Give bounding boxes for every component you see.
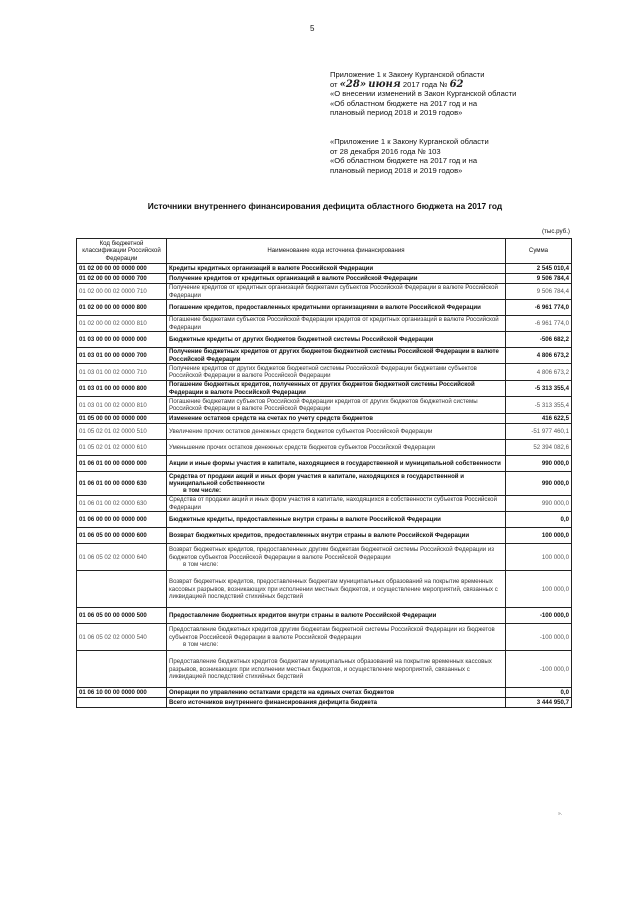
cell-name-subnote: в том числе: (183, 560, 219, 568)
cell-code: 01 06 05 02 02 0000 540 (77, 624, 167, 651)
cell-amount: -100 000,0 (506, 651, 572, 688)
cell-name (167, 332, 506, 348)
cell-name-text: Предоставление бюджетных кредитов внутри страны в валюте Российской Федерации (169, 612, 437, 620)
cell-name (167, 472, 506, 496)
cell-name (167, 698, 506, 708)
table-row (77, 528, 572, 544)
cell-code: 01 02 00 00 00 0000 700 (77, 274, 167, 284)
cell-code (77, 651, 167, 688)
cell-name-text: Уменьшение прочих остатков денежных средств бюджетов субъектов Российской Федерации (169, 444, 436, 452)
table-row (77, 381, 572, 397)
cell-name (167, 348, 506, 364)
cell-code (77, 698, 167, 708)
cell-code: 01 03 01 00 00 0000 800 (77, 381, 167, 397)
cell-name-text: Погашение кредитов, предоставленных кредитными организациями в валюте Российской Федерации (169, 304, 481, 312)
table-row (77, 300, 572, 316)
cell-amount: 100 000,0 (506, 544, 572, 571)
handwritten-number: 62 (449, 78, 464, 90)
cell-code: 01 06 01 00 02 0000 630 (77, 496, 167, 512)
cell-amount: 3 444 950,7 (506, 698, 572, 708)
appendix-old-line2: от 28 декабря 2016 года № 103 (330, 146, 441, 156)
table-row (77, 348, 572, 364)
cell-name-text: Получение кредитов от других бюджетов бюджетной системы Российской Федерации бюджетами субъектов Российской Федерации в валюте Российской Федерации (169, 364, 477, 380)
cell-code: 01 06 00 00 00 0000 000 (77, 512, 167, 528)
table-row (77, 364, 572, 381)
cell-name-text: Предоставление бюджетных кредитов другим бюджетам бюджетной системы Российской Федерации из бюджетов субъектов Российской Федерации в валюте Российской Федерации (169, 626, 495, 641)
handwritten-month: июня (368, 78, 401, 90)
cell-name-text: Всего источников внутреннего финансирования дефицита бюджета (169, 699, 378, 707)
cell-code: 01 06 01 00 00 0000 630 (77, 472, 167, 496)
cell-name (167, 608, 506, 624)
cell-name (167, 512, 506, 528)
cell-code: 01 02 00 00 02 0000 810 (77, 316, 167, 332)
units-label: (тыс.руб.) (541, 228, 570, 235)
table-body (77, 264, 572, 708)
cell-name-text: Акции и иные формы участия в капитале, находящиеся в государственной и муниципальной собственности (169, 460, 501, 468)
cell-code: 01 05 02 01 02 0000 510 (77, 424, 167, 440)
cell-name-text: Погашение бюджетами субъектов Российской Федерации кредитов от других бюджетов бюджетной системы Российской Федерации в валюте Российской Федерации (169, 397, 478, 413)
table-row (77, 688, 572, 698)
cell-name (167, 300, 506, 316)
appendix-new-line1: Приложение 1 к Закону Курганской области (330, 70, 485, 79)
cell-code: 01 02 00 00 00 0000 800 (77, 300, 167, 316)
header-name: Наименование кода источника финансирования (167, 239, 506, 264)
table-row (77, 651, 572, 688)
closing-quote-mark: ». (558, 811, 563, 817)
handwritten-day: «28» (339, 78, 367, 90)
cell-amount: 416 622,5 (506, 414, 572, 424)
table-row (77, 316, 572, 332)
table-row (77, 284, 572, 300)
cell-name-text: Бюджетные кредиты от других бюджетов бюджетной системы Российской Федерации (169, 336, 434, 344)
cell-code: 01 05 00 00 00 0000 000 (77, 414, 167, 424)
cell-amount: -100 000,0 (506, 608, 572, 624)
cell-name-text: Бюджетные кредиты, предоставленные внутри страны в валюте Российской Федерации (169, 516, 441, 524)
cell-name-text: Возврат бюджетных кредитов, предоставленных бюджетам муниципальных образований на покрытие временных кассовых разрывов, возникающих при исполнении местных бюджетов, и осуществление мероприятий, связанных с ликвидацией последствий стихийных бедствий (169, 578, 498, 600)
cell-amount: 9 506 784,4 (506, 284, 572, 300)
cell-code (77, 571, 167, 608)
cell-name (167, 528, 506, 544)
appendix-new-header (330, 70, 570, 118)
cell-code: 01 03 01 00 02 0000 710 (77, 364, 167, 381)
cell-name (167, 544, 506, 571)
cell-amount: 990 000,0 (506, 496, 572, 512)
cell-name-text: Средства от продажи акций и иных форм участия в капитале, находящихся в собственности субъектов Российской Федерации (169, 496, 497, 511)
cell-amount: 100 000,0 (506, 528, 572, 544)
cell-amount: -51 977 460,1 (506, 424, 572, 440)
cell-name (167, 456, 506, 472)
cell-name-text: Предоставление бюджетных кредитов бюджетам муниципальных образований на покрытие временных кассовых разрывов, возникающих при исполнении местных бюджетов, и осуществление мероприятий, связанных с ликвидацией последствий стихийных бедствий (169, 658, 492, 680)
cell-amount: 52 394 082,6 (506, 440, 572, 456)
appendix-old-line4: плановый период 2018 и 2019 годов» (330, 165, 463, 175)
appendix-old-header (330, 137, 570, 175)
cell-code: 01 03 00 00 00 0000 000 (77, 332, 167, 348)
cell-name-text: Средства от продажи акций и иных форм участия в капитале, находящихся в государственной и муниципальной собственности (169, 472, 464, 488)
cell-amount: 0,0 (506, 688, 572, 698)
table-row (77, 698, 572, 708)
cell-name-subnote: в том числе: (183, 487, 222, 495)
cell-code: 01 06 05 02 02 0000 640 (77, 544, 167, 571)
cell-code: 01 02 00 00 02 0000 710 (77, 284, 167, 300)
cell-code: 01 02 00 00 00 0000 000 (77, 264, 167, 274)
appendix-new-line3: «О внесении изменений в Закон Курганской области (330, 89, 517, 99)
cell-amount: 990 000,0 (506, 472, 572, 496)
table-row (77, 512, 572, 528)
cell-code: 01 06 10 00 00 0000 000 (77, 688, 167, 698)
cell-name (167, 624, 506, 651)
cell-amount: 100 000,0 (506, 571, 572, 608)
cell-amount: -6 961 774,0 (506, 300, 572, 316)
cell-amount: 0,0 (506, 512, 572, 528)
cell-name-subnote: в том числе: (183, 640, 219, 648)
table-row (77, 440, 572, 456)
cell-amount: 4 806 673,2 (506, 348, 572, 364)
cell-name-text: Возврат бюджетных кредитов, предоставленных другим бюджетам бюджетной системы Российской Федерации из бюджетов субъектов Российской Федерации в валюте Российской Федерации (169, 546, 495, 561)
cell-amount: -5 313 355,4 (506, 381, 572, 397)
cell-code: 01 03 01 00 02 0000 810 (77, 397, 167, 414)
appendix-year-no: 2017 года № (402, 79, 448, 89)
table-row (77, 274, 572, 284)
table-row (77, 332, 572, 348)
cell-name (167, 424, 506, 440)
cell-amount: 9 506 784,4 (506, 274, 572, 284)
header-code: Код бюджетной классификации Российской Федерации (77, 239, 167, 264)
cell-name (167, 414, 506, 424)
cell-name (167, 440, 506, 456)
appendix-new-line4: «Об областном бюджете на 2017 год и на (330, 98, 478, 108)
appendix-old-line3: «Об областном бюджете на 2017 год и на (330, 156, 478, 166)
cell-name-text: Возврат бюджетных кредитов, предоставленных внутри страны в валюте Российской Федерации (169, 532, 470, 540)
cell-code: 01 06 05 00 00 0000 600 (77, 528, 167, 544)
table-row (77, 571, 572, 608)
cell-name (167, 651, 506, 688)
cell-name-text: Увеличение прочих остатков денежных средств бюджетов субъектов Российской Федерации (169, 428, 433, 436)
cell-amount: -5 313 355,4 (506, 397, 572, 414)
cell-name (167, 688, 506, 698)
page-number: 5 (310, 24, 315, 33)
cell-amount: 2 545 010,4 (506, 264, 572, 274)
table-row (77, 397, 572, 414)
table-row (77, 544, 572, 571)
cell-name-text: Операции по управлению остатками средств на единых счетах бюджетов (169, 689, 395, 697)
cell-name-text: Получение кредитов от кредитных организаций бюджетами субъектов Российской Федерации в валюте Российской Федерации (169, 284, 498, 299)
cell-amount: -506 682,2 (506, 332, 572, 348)
document-title: Источники внутреннего финансирования дефицита областного бюджета на 2017 год (147, 201, 503, 211)
cell-name (167, 264, 506, 274)
cell-name-text: Получение кредитов от кредитных организаций в валюте Российской Федерации (169, 275, 418, 283)
cell-code: 01 05 02 01 02 0000 610 (77, 440, 167, 456)
cell-name (167, 496, 506, 512)
financing-sources-table (76, 238, 572, 708)
table-row (77, 424, 572, 440)
table-header-row (77, 239, 572, 264)
header-amount: Сумма (506, 239, 572, 264)
appendix-date-prefix: от (330, 79, 338, 89)
cell-amount: 4 806 673,2 (506, 364, 572, 381)
cell-amount: 990 000,0 (506, 456, 572, 472)
cell-name (167, 381, 506, 397)
table-row (77, 624, 572, 651)
appendix-new-line2 (330, 80, 570, 90)
table-row (77, 472, 572, 496)
cell-name (167, 364, 506, 381)
cell-code: 01 06 05 00 00 0000 500 (77, 608, 167, 624)
table-row (77, 264, 572, 274)
cell-name (167, 316, 506, 332)
cell-amount: -6 961 774,0 (506, 316, 572, 332)
table-row (77, 456, 572, 472)
cell-name (167, 284, 506, 300)
cell-code: 01 03 01 00 00 0000 700 (77, 348, 167, 364)
cell-name (167, 571, 506, 608)
table-row (77, 608, 572, 624)
cell-code: 01 06 01 00 00 0000 000 (77, 456, 167, 472)
cell-name-text: Погашение бюджетами субъектов Российской Федерации кредитов от кредитных организаций в валюте Российской Федерации (169, 316, 499, 331)
appendix-new-line5: плановый период 2018 и 2019 годов» (330, 108, 463, 118)
cell-name-text: Изменение остатков средств на счетах по учету средств бюджетов (169, 415, 373, 423)
cell-name-text: Кредиты кредитных организаций в валюте Российской Федерации (169, 265, 374, 273)
cell-name (167, 274, 506, 284)
cell-name-text: Погашение бюджетных кредитов, полученных от других бюджетов бюджетной системы Российской Федерации в валюте Российской Федерации (169, 381, 475, 396)
table-row (77, 496, 572, 512)
cell-amount: -100 000,0 (506, 624, 572, 651)
cell-name-text: Получение бюджетных кредитов от других бюджетов бюджетной системы Российской Федерации в валюте Российской Федерации (169, 348, 499, 363)
cell-name (167, 397, 506, 414)
table-row (77, 414, 572, 424)
appendix-old-line1: «Приложение 1 к Закону Курганской области (330, 137, 489, 146)
